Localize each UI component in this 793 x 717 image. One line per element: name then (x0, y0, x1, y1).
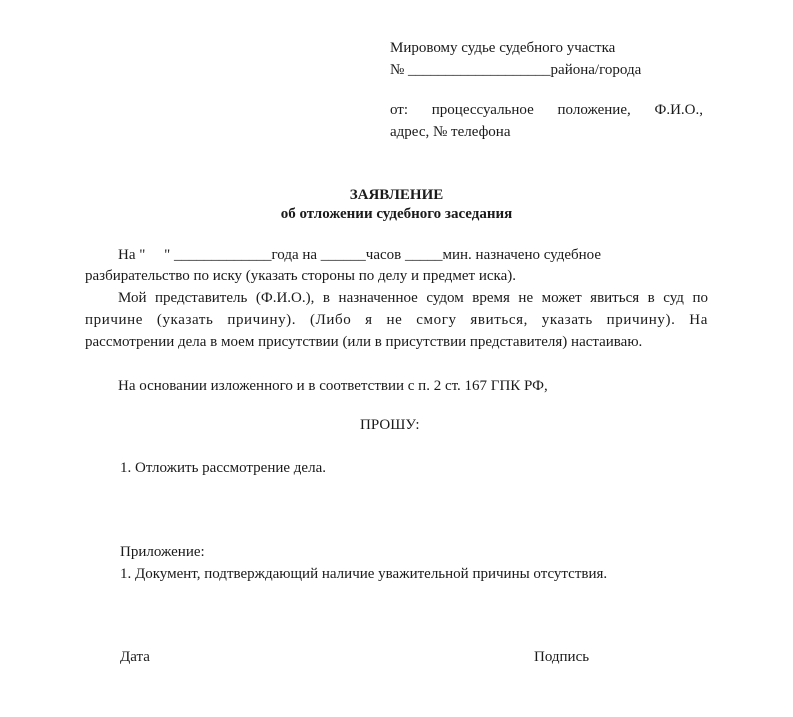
from-line-2: адрес, № телефона (390, 124, 511, 140)
attachments-heading: Приложение: (120, 544, 205, 560)
paragraph-2-line-1: Мой представитель (Ф.И.О.), в назначенное судом время не может явиться в суд по (118, 290, 708, 306)
document-subtitle: об отложении судебного заседания (280, 206, 513, 222)
request-heading: ПРОШУ: (360, 417, 420, 433)
document-title: ЗАЯВЛЕНИЕ (349, 187, 444, 203)
date-label: Дата (120, 649, 150, 665)
paragraph-3: На основании изложенного и в соответствии с п. 2 ст. 167 ГПК РФ, (118, 378, 548, 394)
signature-label: Подпись (534, 649, 590, 665)
paragraph-1-line-2: разбирательство по иску (указать стороны по делу и предмет иска). (85, 268, 517, 284)
paragraph-2-line-3: рассмотрении дела в моем присутствии (или в присутствии представителя) настаиваю. (85, 334, 643, 350)
paragraph-2-line-2: причине (указать причину). (Либо я не смогу явиться, указать причину). На (85, 312, 708, 328)
attachment-item-1: 1. Документ, подтверждающий наличие уважительной причины отсутствия. (120, 566, 608, 582)
request-item-1: 1. Отложить рассмотрение дела. (120, 460, 326, 476)
from-line-1: от: процессуальное положение, Ф.И.О., (390, 102, 703, 118)
addressee-line-1: Мировому судье судебного участка (390, 40, 616, 56)
addressee-line-2: № ___________________района/города (390, 62, 642, 78)
paragraph-1-line-1: На " " _____________года на ______часов _____мин. назначено судебное (118, 247, 602, 263)
